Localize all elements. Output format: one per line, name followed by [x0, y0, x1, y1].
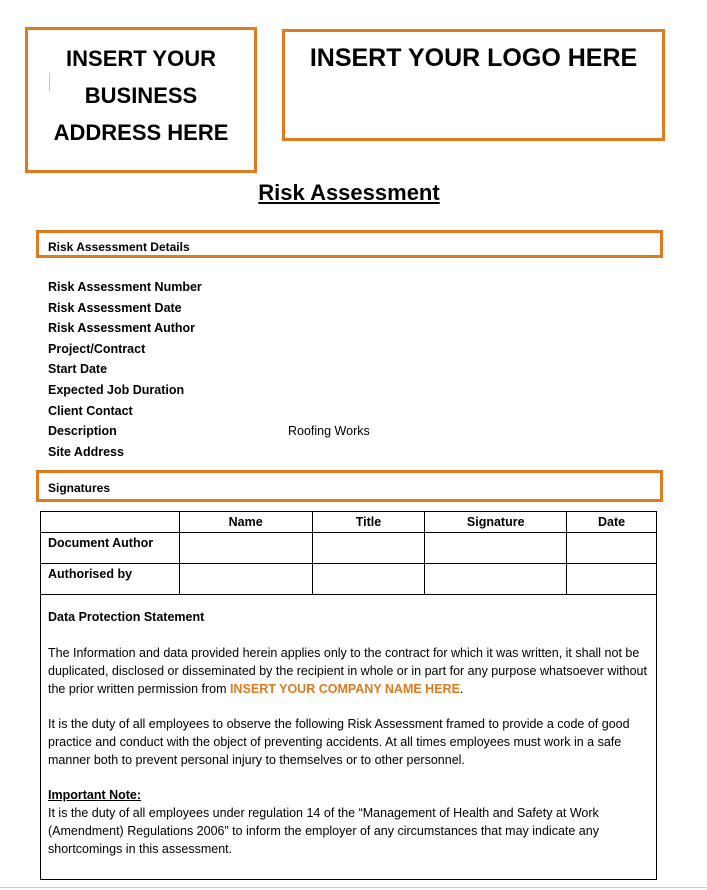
field-label-expected-job-duration: Expected Job Duration — [48, 383, 185, 397]
logo-box — [282, 29, 665, 141]
document-title: Risk Assessment — [258, 180, 440, 205]
company-name-placeholder: INSERT YOUR COMPANY NAME HERE — [230, 682, 460, 696]
data-protection-content — [48, 608, 648, 858]
signatures-header-row — [41, 512, 657, 533]
data-protection-text-end: . — [459, 682, 464, 696]
signatures-section-header — [36, 470, 663, 502]
logo-placeholder: INSERT YOUR LOGO HERE — [309, 44, 638, 72]
field-label-risk-assessment-number: Risk Assessment Number — [48, 280, 202, 294]
column-header-name: Name — [179, 512, 312, 533]
column-header-date: Date — [567, 512, 657, 533]
signatures-section-heading: Signatures — [48, 481, 111, 495]
field-label-project-contract: Project/Contract — [48, 342, 146, 356]
text-cursor — [49, 73, 50, 91]
field-label-site-address: Site Address — [48, 445, 124, 459]
row-label-document-author: Document Author — [41, 533, 180, 564]
cell-author-date[interactable] — [567, 533, 657, 564]
field-label-client-contact: Client Contact — [48, 404, 133, 418]
business-address-placeholder: INSERT YOUR BUSINESS ADDRESS HERE — [53, 46, 229, 145]
details-section-heading: Risk Assessment Details — [48, 240, 190, 254]
column-header-signature: Signature — [425, 512, 567, 533]
important-note-text: It is the duty of all employees under regulation 14 of the “Management of Health and Safety at Work (Amendment) Regulations 2006” to inform the employer of any circumstances that may indicate any shortcomings in this assessment. — [48, 806, 599, 856]
cell-author-name[interactable] — [179, 533, 312, 564]
duty-paragraph: It is the duty of all employees to observe the following Risk Assessment framed to provide a code of good practice and conduct with the object of preventing accidents. At all times employees must work in a safe manner both to prevent personal injury to themselves or to other personnel. — [48, 717, 630, 767]
field-label-risk-assessment-date: Risk Assessment Date — [48, 301, 182, 315]
field-label-risk-assessment-author: Risk Assessment Author — [48, 321, 196, 335]
data-protection-heading: Data Protection Statement — [48, 610, 205, 624]
field-value-description[interactable]: Roofing Works — [288, 424, 370, 438]
data-protection-text: The Information and data provided herein applies only to the contract for which it was written, it shall not be duplicated, disclosed or disseminated by the recipient in whole or in part for any purpose whatsoever without the prior written permission from — [48, 646, 647, 696]
field-label-start-date: Start Date — [48, 362, 108, 376]
page-bottom-divider — [0, 887, 707, 888]
column-header-title: Title — [312, 512, 425, 533]
row-label-authorised-by: Authorised by — [41, 564, 180, 595]
data-protection-paragraph — [48, 644, 648, 698]
signatures-table — [40, 511, 657, 595]
business-address-box — [25, 27, 257, 173]
cell-author-title[interactable] — [312, 533, 425, 564]
important-note-heading: Important Note: — [48, 788, 142, 802]
details-section-header — [36, 230, 663, 258]
column-header-blank — [41, 512, 180, 533]
cell-author-signature[interactable] — [425, 533, 567, 564]
table-row — [41, 533, 657, 564]
field-label-description: Description — [48, 424, 117, 438]
